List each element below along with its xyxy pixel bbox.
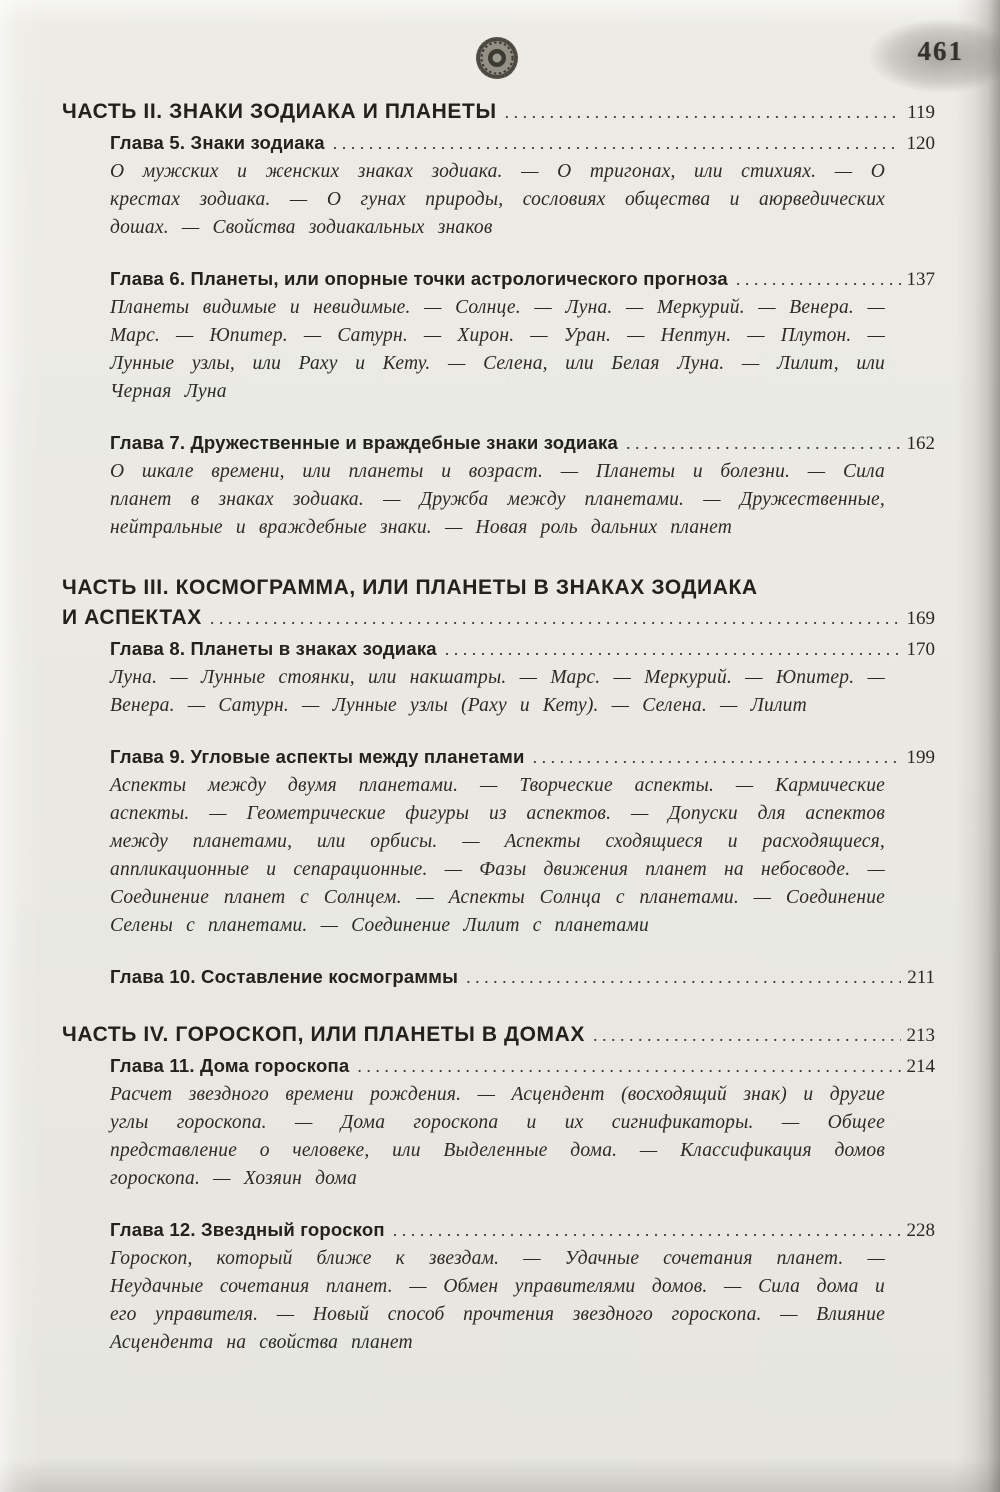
dot-leader xyxy=(736,269,901,290)
part-title: ЧАСТЬ II. ЗНАКИ ЗОДИАКА И ПЛАНЕТЫ xyxy=(62,100,497,123)
dot-leader xyxy=(333,133,901,154)
toc-chapter-entry xyxy=(110,432,935,542)
chapter-description: Луна. — Лунные стоянки, или накшатры. — Марс. — Меркурий. — Юпитер. — Венера. — Сатурн. — Лунные узлы (Раху и Кету). — Селена. — Лилит xyxy=(110,667,885,716)
chapter-page-ref: 120 xyxy=(906,133,935,154)
chapter-title: Глава 9. Угловые аспекты между планетами xyxy=(110,746,525,767)
toc-part-entry xyxy=(62,576,935,630)
chapter-description: Расчет звездного времени рождения. — Асцендент (восходящий знак) и другие углы гороскопа. — Дома гороскопа и их сигнификаторы. — Общее представление о человеке, или Выделенные дома. — Классификация домов гороскопа. — Хозяин дома xyxy=(110,1084,885,1189)
chapter-title: Глава 5. Знаки зодиака xyxy=(110,132,325,153)
chapter-description: Планеты видимые и невидимые. — Солнце. — Луна. — Меркурий. — Венера. — Марс. — Юпитер. — Сатурн. — Хирон. — Уран. — Нептун. — Плутон. — Лунные узлы, или Раху и Кету. — Селена, или Белая Луна. — Лилит, или Черная Луна xyxy=(110,297,885,402)
dot-leader xyxy=(505,102,902,123)
dot-leader xyxy=(593,1025,901,1046)
dot-leader xyxy=(445,639,901,660)
toc-chapter-entry xyxy=(110,268,935,406)
dot-leader xyxy=(533,747,901,768)
toc-chapter-entry xyxy=(110,1219,935,1357)
toc-chapter-entry xyxy=(110,746,935,940)
toc-chapter-entry xyxy=(110,132,935,242)
chapter-description: Гороскоп, который ближе к звездам. — Удачные сочетания планет. — Неудачные сочетания планет. — Обмен управителями домов. — Сила дома и его управителя. — Новый способ прочтения звездного гороскопа. — Влияние Асцендента на свойства планет xyxy=(110,1248,885,1353)
toc-chapter-entry xyxy=(110,1055,935,1193)
part-page-ref: 119 xyxy=(907,102,935,123)
publisher-stamp-icon xyxy=(474,35,520,81)
table-of-contents xyxy=(62,100,935,1357)
dot-leader xyxy=(357,1056,900,1077)
part-page-ref: 169 xyxy=(906,608,935,629)
chapter-description: О шкале времени, или планеты и возраст. — Планеты и болезни. — Сила планет в знаках зодиака. — Дружба между планетами. — Дружественные, нейтральные и враждебные знаки. — Новая роль дальних планет xyxy=(110,461,885,538)
chapter-page-ref: 214 xyxy=(906,1056,935,1077)
chapter-page-ref: 162 xyxy=(906,433,935,454)
chapter-title: Глава 11. Дома гороскопа xyxy=(110,1055,350,1076)
chapter-description: Аспекты между двумя планетами. — Творческие аспекты. — Кармические аспекты. — Геометрические фигуры из аспектов. — Допуски для аспектов между планетами, или орбисы. — Аспекты сходящиеся и расходящиеся, аппликационные и сепарационные. — Фазы движения планет на небосводе. — Соединение планет с Солнцем. — Аспекты Солнца с планетами. — Соединение Селены с планетами. — Соединение Лилит с планетами xyxy=(110,775,885,936)
dot-leader xyxy=(210,608,901,629)
chapter-description: О мужских и женских знаках зодиака. — О тригонах, или стихиях. — О крестах зодиака. — О гунах природы, сословиях общества и аюрведических дошах. — Свойства зодиакальных знаков xyxy=(110,161,885,238)
page-number: 461 xyxy=(917,36,964,66)
toc-chapter-entry xyxy=(110,638,935,720)
dot-leader xyxy=(626,433,901,454)
part-title: ЧАСТЬ IV. ГОРОСКОП, ИЛИ ПЛАНЕТЫ В ДОМАХ xyxy=(62,1023,585,1046)
chapter-page-ref: 211 xyxy=(907,967,935,988)
chapter-page-ref: 199 xyxy=(906,747,935,768)
part-page-ref: 213 xyxy=(906,1025,935,1046)
toc-part-entry xyxy=(62,100,935,124)
chapter-title: Глава 7. Дружественные и враждебные знаки зодиака xyxy=(110,432,618,453)
chapter-title: Глава 10. Составление космограммы xyxy=(110,966,459,987)
chapter-page-ref: 170 xyxy=(906,639,935,660)
chapter-title: Глава 6. Планеты, или опорные точки астрологического прогноза xyxy=(110,268,728,289)
part-title-line2: И АСПЕКТАХ xyxy=(62,606,202,629)
toc-chapter-entry xyxy=(110,966,935,989)
toc-part-entry xyxy=(62,1023,935,1047)
chapter-title: Глава 8. Планеты в знаках зодиака xyxy=(110,638,437,659)
dot-leader xyxy=(393,1220,901,1241)
chapter-page-ref: 137 xyxy=(906,269,935,290)
dot-leader xyxy=(466,967,901,988)
chapter-page-ref: 228 xyxy=(906,1220,935,1241)
chapter-title: Глава 12. Звездный гороскоп xyxy=(110,1219,385,1240)
part-title-line1: ЧАСТЬ III. КОСМОГРАММА, ИЛИ ПЛАНЕТЫ В ЗНАКАХ ЗОДИАКА xyxy=(62,576,758,599)
